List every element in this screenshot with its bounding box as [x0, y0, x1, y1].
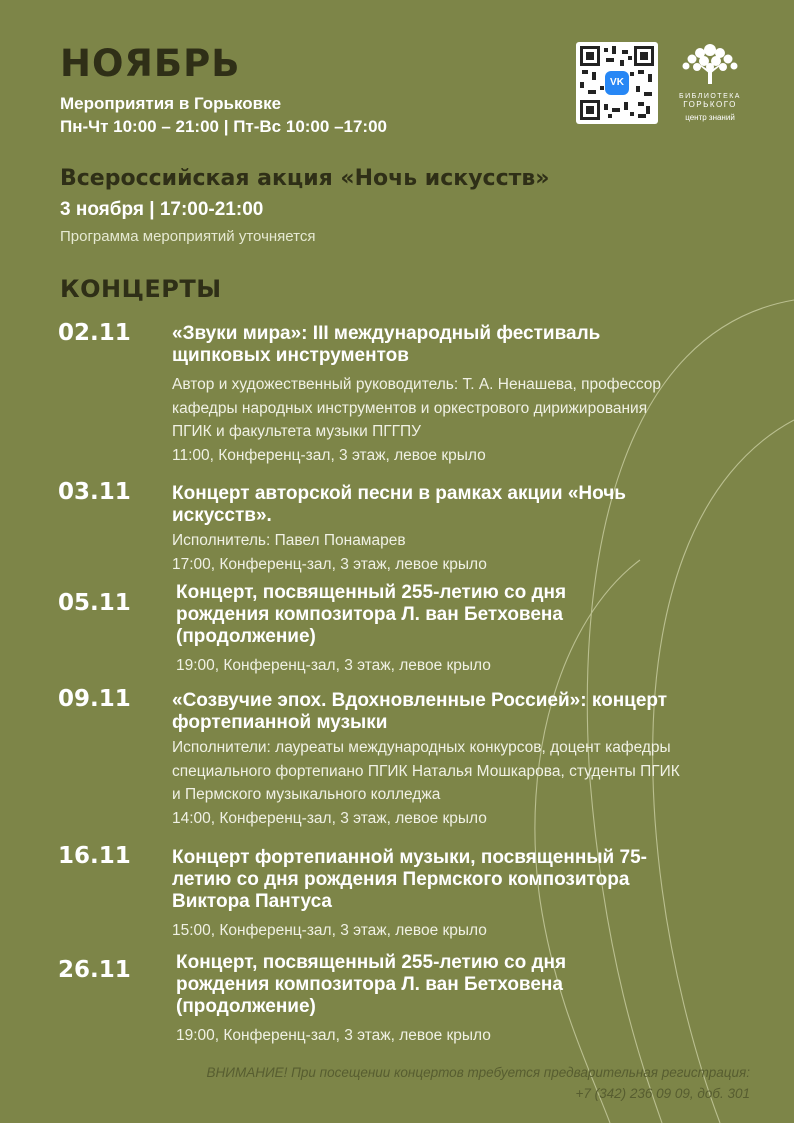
event-title-line: летию со дня рождения Пермского композитора — [172, 869, 630, 890]
action-note: Программа мероприятий уточняется — [60, 228, 316, 245]
event-title — [176, 952, 766, 1018]
logo-line-3: центр знаний — [685, 113, 735, 122]
tree-icon — [678, 40, 742, 86]
event-item — [176, 952, 766, 1047]
event-title-line: щипковых инструментов — [172, 345, 409, 366]
event-place: 15:00, Конференц-зал, 3 этаж, левое крыло — [172, 922, 487, 939]
event-title-line: Концерт авторской песни в рамках акции «Ночь — [172, 483, 626, 504]
venue-subtitle: Мероприятия в Горьковке — [60, 94, 282, 113]
event-title-line: рождения композитора Л. ван Бетховена — [176, 974, 563, 995]
opening-hours: Пн-Чт 10:00 – 21:00 | Пт-Вс 10:00 –17:00 — [60, 117, 388, 136]
event-place: 19:00, Конференц-зал, 3 этаж, левое крыло — [176, 657, 491, 674]
event-item — [176, 582, 766, 677]
event-place: 19:00, Конференц-зал, 3 этаж, левое крыло — [176, 1027, 491, 1044]
event-date: 05.11 — [58, 590, 131, 616]
event-place: 17:00, Конференц-зал, 3 этаж, левое крыло — [172, 555, 487, 573]
event-title-line: фортепианной музыки — [172, 712, 388, 733]
vk-icon: VK — [605, 71, 629, 95]
contact-phone[interactable]: +7 (342) 236 09 09, доб. 301 — [575, 1086, 750, 1101]
action-date: 3 ноября | 17:00-21:00 — [60, 199, 264, 220]
event-place: 14:00, Конференц-зал, 3 этаж, левое крыло — [172, 809, 487, 827]
event-date: 26.11 — [58, 957, 131, 983]
logo-line-1: БИБЛИОТЕКА — [679, 93, 741, 100]
event-desc-line: кафедры народных инструментов и оркестрового дирижирования — [172, 399, 648, 417]
event-date: 02.11 — [58, 320, 131, 346]
event-title — [172, 847, 762, 913]
event-desc-line: специального фортепиано ПГИК Наталья Мошкарова, студенты ПГИК — [172, 762, 680, 780]
event-desc-line: Исполнитель: Павел Понамарев — [172, 532, 406, 549]
event-title — [172, 323, 762, 367]
event-item — [172, 847, 762, 942]
event-date: 09.11 — [58, 686, 131, 712]
event-desc-line: Автор и художественный руководитель: Т. А. Ненашева, профессор — [172, 376, 662, 393]
event-title-line: «Созвучие эпох. Вдохновленные Россией»: концерт — [172, 690, 668, 711]
event-description — [172, 736, 762, 807]
event-description — [172, 529, 762, 553]
event-title-line: Концерт, посвященный 255-летию со дня — [176, 582, 567, 603]
action-title: Всероссийская акция «Ночь искусств» — [60, 166, 550, 191]
event-date: 16.11 — [58, 843, 131, 869]
event-title — [176, 582, 766, 648]
registration-warning — [110, 1062, 750, 1104]
event-desc-line: и Пермского музыкального колледжа — [172, 786, 441, 803]
event-desc-line: ПГИК и факультета музыки ПГГПУ — [172, 423, 421, 440]
warning-text: ВНИМАНИЕ! При посещении концертов требуется предварительная регистрация: — [206, 1065, 750, 1080]
section-title: КОНЦЕРТЫ — [60, 275, 222, 303]
event-title-line: Концерт, посвященный 255-летию со дня — [176, 952, 567, 973]
event-title-line: (продолжение) — [176, 996, 316, 1017]
month-title: НОЯБРЬ — [60, 42, 241, 85]
qr-code-icon[interactable] — [576, 42, 658, 124]
event-title-line: (продолжение) — [176, 626, 316, 647]
event-item — [172, 690, 762, 830]
event-desc-line: Исполнители: лауреаты международных конкурсов, доцент кафедры — [172, 739, 671, 756]
event-description — [172, 373, 762, 444]
event-title-line: Виктора Пантуса — [172, 891, 332, 912]
library-logo — [670, 40, 750, 130]
event-title — [172, 483, 762, 527]
event-place: 11:00, Конференц-зал, 3 этаж, левое крыло — [172, 446, 486, 464]
event-item — [172, 483, 762, 576]
event-title-line: рождения композитора Л. ван Бетховена — [176, 604, 563, 625]
event-title-line: «Звуки мира»: III международный фестиваль — [172, 323, 601, 344]
event-title — [172, 690, 762, 734]
logo-line-2: ГОРЬКОГО — [683, 100, 737, 109]
event-title-line: Концерт фортепианной музыки, посвященный 75- — [172, 847, 647, 868]
event-item — [172, 323, 762, 467]
event-date: 03.11 — [58, 479, 131, 505]
event-title-line: искусств». — [172, 505, 272, 526]
